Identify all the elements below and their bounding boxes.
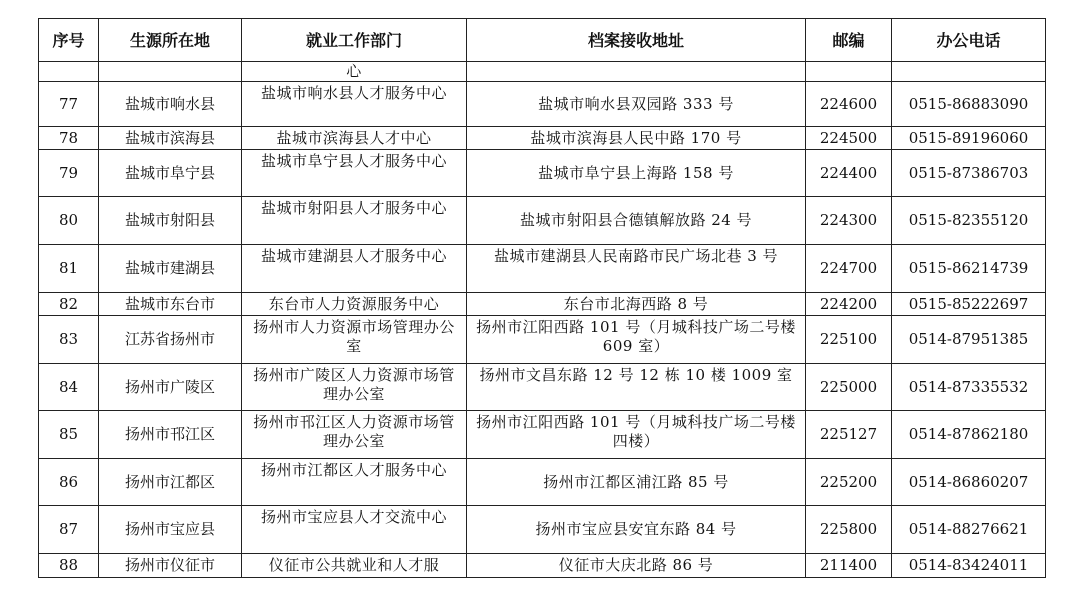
cell-address: 扬州市江阳西路 101 号（月城科技广场二号楼四楼）: [467, 411, 806, 459]
cell-location: 江苏省扬州市: [99, 316, 242, 364]
cell-seq: 88: [39, 554, 99, 578]
cell-location: 扬州市仪征市: [99, 554, 242, 578]
header-location: 生源所在地: [99, 19, 242, 62]
cell-seq: 81: [39, 245, 99, 293]
cell-zip: 225100: [806, 316, 892, 364]
table-row: [39, 364, 1046, 411]
cell-location: 盐城市射阳县: [99, 197, 242, 245]
cell-phone: 0515-89196060: [892, 127, 1046, 150]
cell-dept: 扬州市广陵区人力资源市场管理办公室: [242, 364, 467, 411]
document-page: [38, 18, 1046, 578]
cell-dept: 盐城市建湖县人才服务中心: [242, 245, 467, 293]
cell-phone: 0515-85222697: [892, 293, 1046, 316]
cell-address: 扬州市江阳西路 101 号（月城科技广场二号楼 609 室）: [467, 316, 806, 364]
table-row: [39, 150, 1046, 197]
cell-zip: 224500: [806, 127, 892, 150]
cell-zip: 224400: [806, 150, 892, 197]
cell-phone: 0515-87386703: [892, 150, 1046, 197]
cell-location: 盐城市东台市: [99, 293, 242, 316]
cell-phone: 0515-86214739: [892, 245, 1046, 293]
cell-location: 扬州市江都区: [99, 459, 242, 506]
cell-address: [467, 62, 806, 82]
cell-dept: 扬州市邗江区人力资源市场管理办公室: [242, 411, 467, 459]
cell-zip: 225127: [806, 411, 892, 459]
cell-zip: 225000: [806, 364, 892, 411]
cell-phone: 0514-86860207: [892, 459, 1046, 506]
cell-seq: 77: [39, 82, 99, 127]
table-row: [39, 293, 1046, 316]
cell-address: 盐城市建湖县人民南路市民广场北巷 3 号: [467, 245, 806, 293]
cell-phone: 0514-87335532: [892, 364, 1046, 411]
cell-phone: 0514-87862180: [892, 411, 1046, 459]
cell-seq: 82: [39, 293, 99, 316]
cell-dept: 盐城市滨海县人才中心: [242, 127, 467, 150]
cell-location: 盐城市建湖县: [99, 245, 242, 293]
cell-phone: 0514-88276621: [892, 506, 1046, 554]
cell-address: 仪征市大庆北路 86 号: [467, 554, 806, 578]
cell-zip: 224700: [806, 245, 892, 293]
cell-phone: 0515-82355120: [892, 197, 1046, 245]
table-header-row: [39, 19, 1046, 62]
header-zip: 邮编: [806, 19, 892, 62]
table-row: [39, 197, 1046, 245]
cell-dept: 扬州市人力资源市场管理办公室: [242, 316, 467, 364]
cell-seq: 78: [39, 127, 99, 150]
cell-address: 盐城市滨海县人民中路 170 号: [467, 127, 806, 150]
cell-address: 盐城市射阳县合德镇解放路 24 号: [467, 197, 806, 245]
cell-seq: [39, 62, 99, 82]
cell-address: 扬州市宝应县安宜东路 84 号: [467, 506, 806, 554]
cell-dept: 盐城市响水县人才服务中心: [242, 82, 467, 127]
cell-zip: 224600: [806, 82, 892, 127]
cell-dept: 仪征市公共就业和人才服: [242, 554, 467, 578]
cell-seq: 86: [39, 459, 99, 506]
cell-dept: 扬州市宝应县人才交流中心: [242, 506, 467, 554]
cell-address: 扬州市江都区浦江路 85 号: [467, 459, 806, 506]
cell-address: 扬州市文昌东路 12 号 12 栋 10 楼 1009 室: [467, 364, 806, 411]
archive-address-table: [38, 18, 1046, 578]
table-row: [39, 554, 1046, 578]
cell-address: 盐城市响水县双园路 333 号: [467, 82, 806, 127]
cell-seq: 87: [39, 506, 99, 554]
cell-location: 扬州市宝应县: [99, 506, 242, 554]
cell-seq: 83: [39, 316, 99, 364]
cell-location: 盐城市阜宁县: [99, 150, 242, 197]
cell-phone: [892, 62, 1046, 82]
cell-zip: 224300: [806, 197, 892, 245]
table-row-continuation: [39, 62, 1046, 82]
header-address: 档案接收地址: [467, 19, 806, 62]
cell-location: [99, 62, 242, 82]
cell-seq: 85: [39, 411, 99, 459]
cell-dept: 心: [242, 62, 467, 82]
table-row: [39, 245, 1046, 293]
header-dept: 就业工作部门: [242, 19, 467, 62]
cell-phone: 0514-83424011: [892, 554, 1046, 578]
cell-dept: 盐城市阜宁县人才服务中心: [242, 150, 467, 197]
header-phone: 办公电话: [892, 19, 1046, 62]
cell-zip: 211400: [806, 554, 892, 578]
cell-location: 扬州市广陵区: [99, 364, 242, 411]
cell-dept: 扬州市江都区人才服务中心: [242, 459, 467, 506]
table-row: [39, 506, 1046, 554]
cell-zip: [806, 62, 892, 82]
cell-dept: 东台市人力资源服务中心: [242, 293, 467, 316]
cell-seq: 79: [39, 150, 99, 197]
cell-address: 东台市北海西路 8 号: [467, 293, 806, 316]
cell-zip: 225200: [806, 459, 892, 506]
cell-dept: 盐城市射阳县人才服务中心: [242, 197, 467, 245]
cell-seq: 80: [39, 197, 99, 245]
cell-zip: 224200: [806, 293, 892, 316]
table-row: [39, 316, 1046, 364]
table-row: [39, 411, 1046, 459]
table-row: [39, 459, 1046, 506]
cell-zip: 225800: [806, 506, 892, 554]
cell-address: 盐城市阜宁县上海路 158 号: [467, 150, 806, 197]
cell-phone: 0514-87951385: [892, 316, 1046, 364]
cell-location: 扬州市邗江区: [99, 411, 242, 459]
table-row: [39, 127, 1046, 150]
table-row: [39, 82, 1046, 127]
cell-location: 盐城市滨海县: [99, 127, 242, 150]
cell-seq: 84: [39, 364, 99, 411]
cell-phone: 0515-86883090: [892, 82, 1046, 127]
cell-location: 盐城市响水县: [99, 82, 242, 127]
header-seq: 序号: [39, 19, 99, 62]
